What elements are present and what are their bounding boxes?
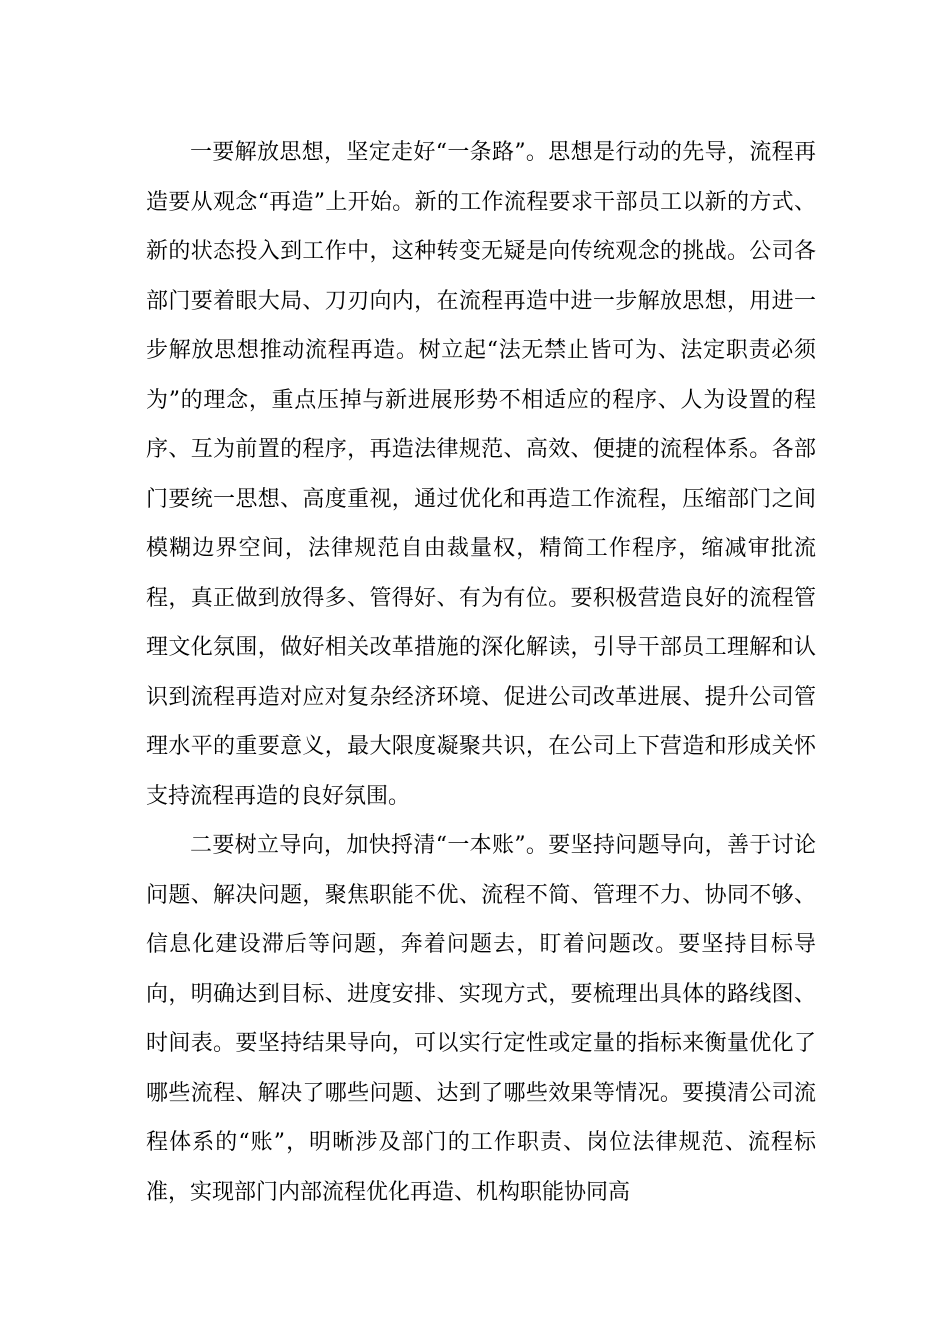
body-text-block: [146, 128, 816, 821]
paragraph-establish-orientation: 二要树立导向，加快捋清“一本账”。要坚持问题导向，善于讨论问题、解决问题，聚焦职能不优、流程不简、管理不力、协同不够、信息化建设滞后等问题，奔着问题去，盯着问题改。要坚持目标导向，明确达到目标、进度安排、实现方式，要梳理出具体的路线图、时间表。要坚持结果导向，可以实行定性或定量的指标来衡量优化了哪些流程、解决了哪些问题、达到了哪些效果等情况。要摸清公司流程体系的“账”，明晰涉及部门的工作职责、岗位法律规范、流程标准，实现部门内部流程优化再造、机构职能协同高: [146, 833, 816, 1205]
body-text-block: [146, 821, 816, 1217]
paragraph-emancipate-thinking: 一要解放思想，坚定走好“一条路”。思想是行动的先导，流程再造要从观念“再造”上开始。新的工作流程要求干部员工以新的方式、新的状态投入到工作中，这种转变无疑是向传统观念的挑战。公司各部门要着眼大局、刀刃向内，在流程再造中进一步解放思想，用进一步解放思想推动流程再造。树立起“法无禁止皆可为、法定职责必须为”的理念，重点压掉与新进展形势不相适应的程序、人为设置的程序、互为前置的程序，再造法律规范、高效、便捷的流程体系。各部门要统一思想、高度重视，通过优化和再造工作流程，压缩部门之间模糊边界空间，法律规范自由裁量权，精简工作程序，缩减审批流程，真正做到放得多、管得好、有为有位。要积极营造良好的流程管理文化氛围，做好相关改革措施的深化解读，引导干部员工理解和认识到流程再造对应对复杂经济环境、促进公司改革进展、提升公司管理水平的重要意义，最大限度凝聚共识，在公司上下营造和形成关怀支持流程再造的良好氛围。: [146, 140, 816, 809]
